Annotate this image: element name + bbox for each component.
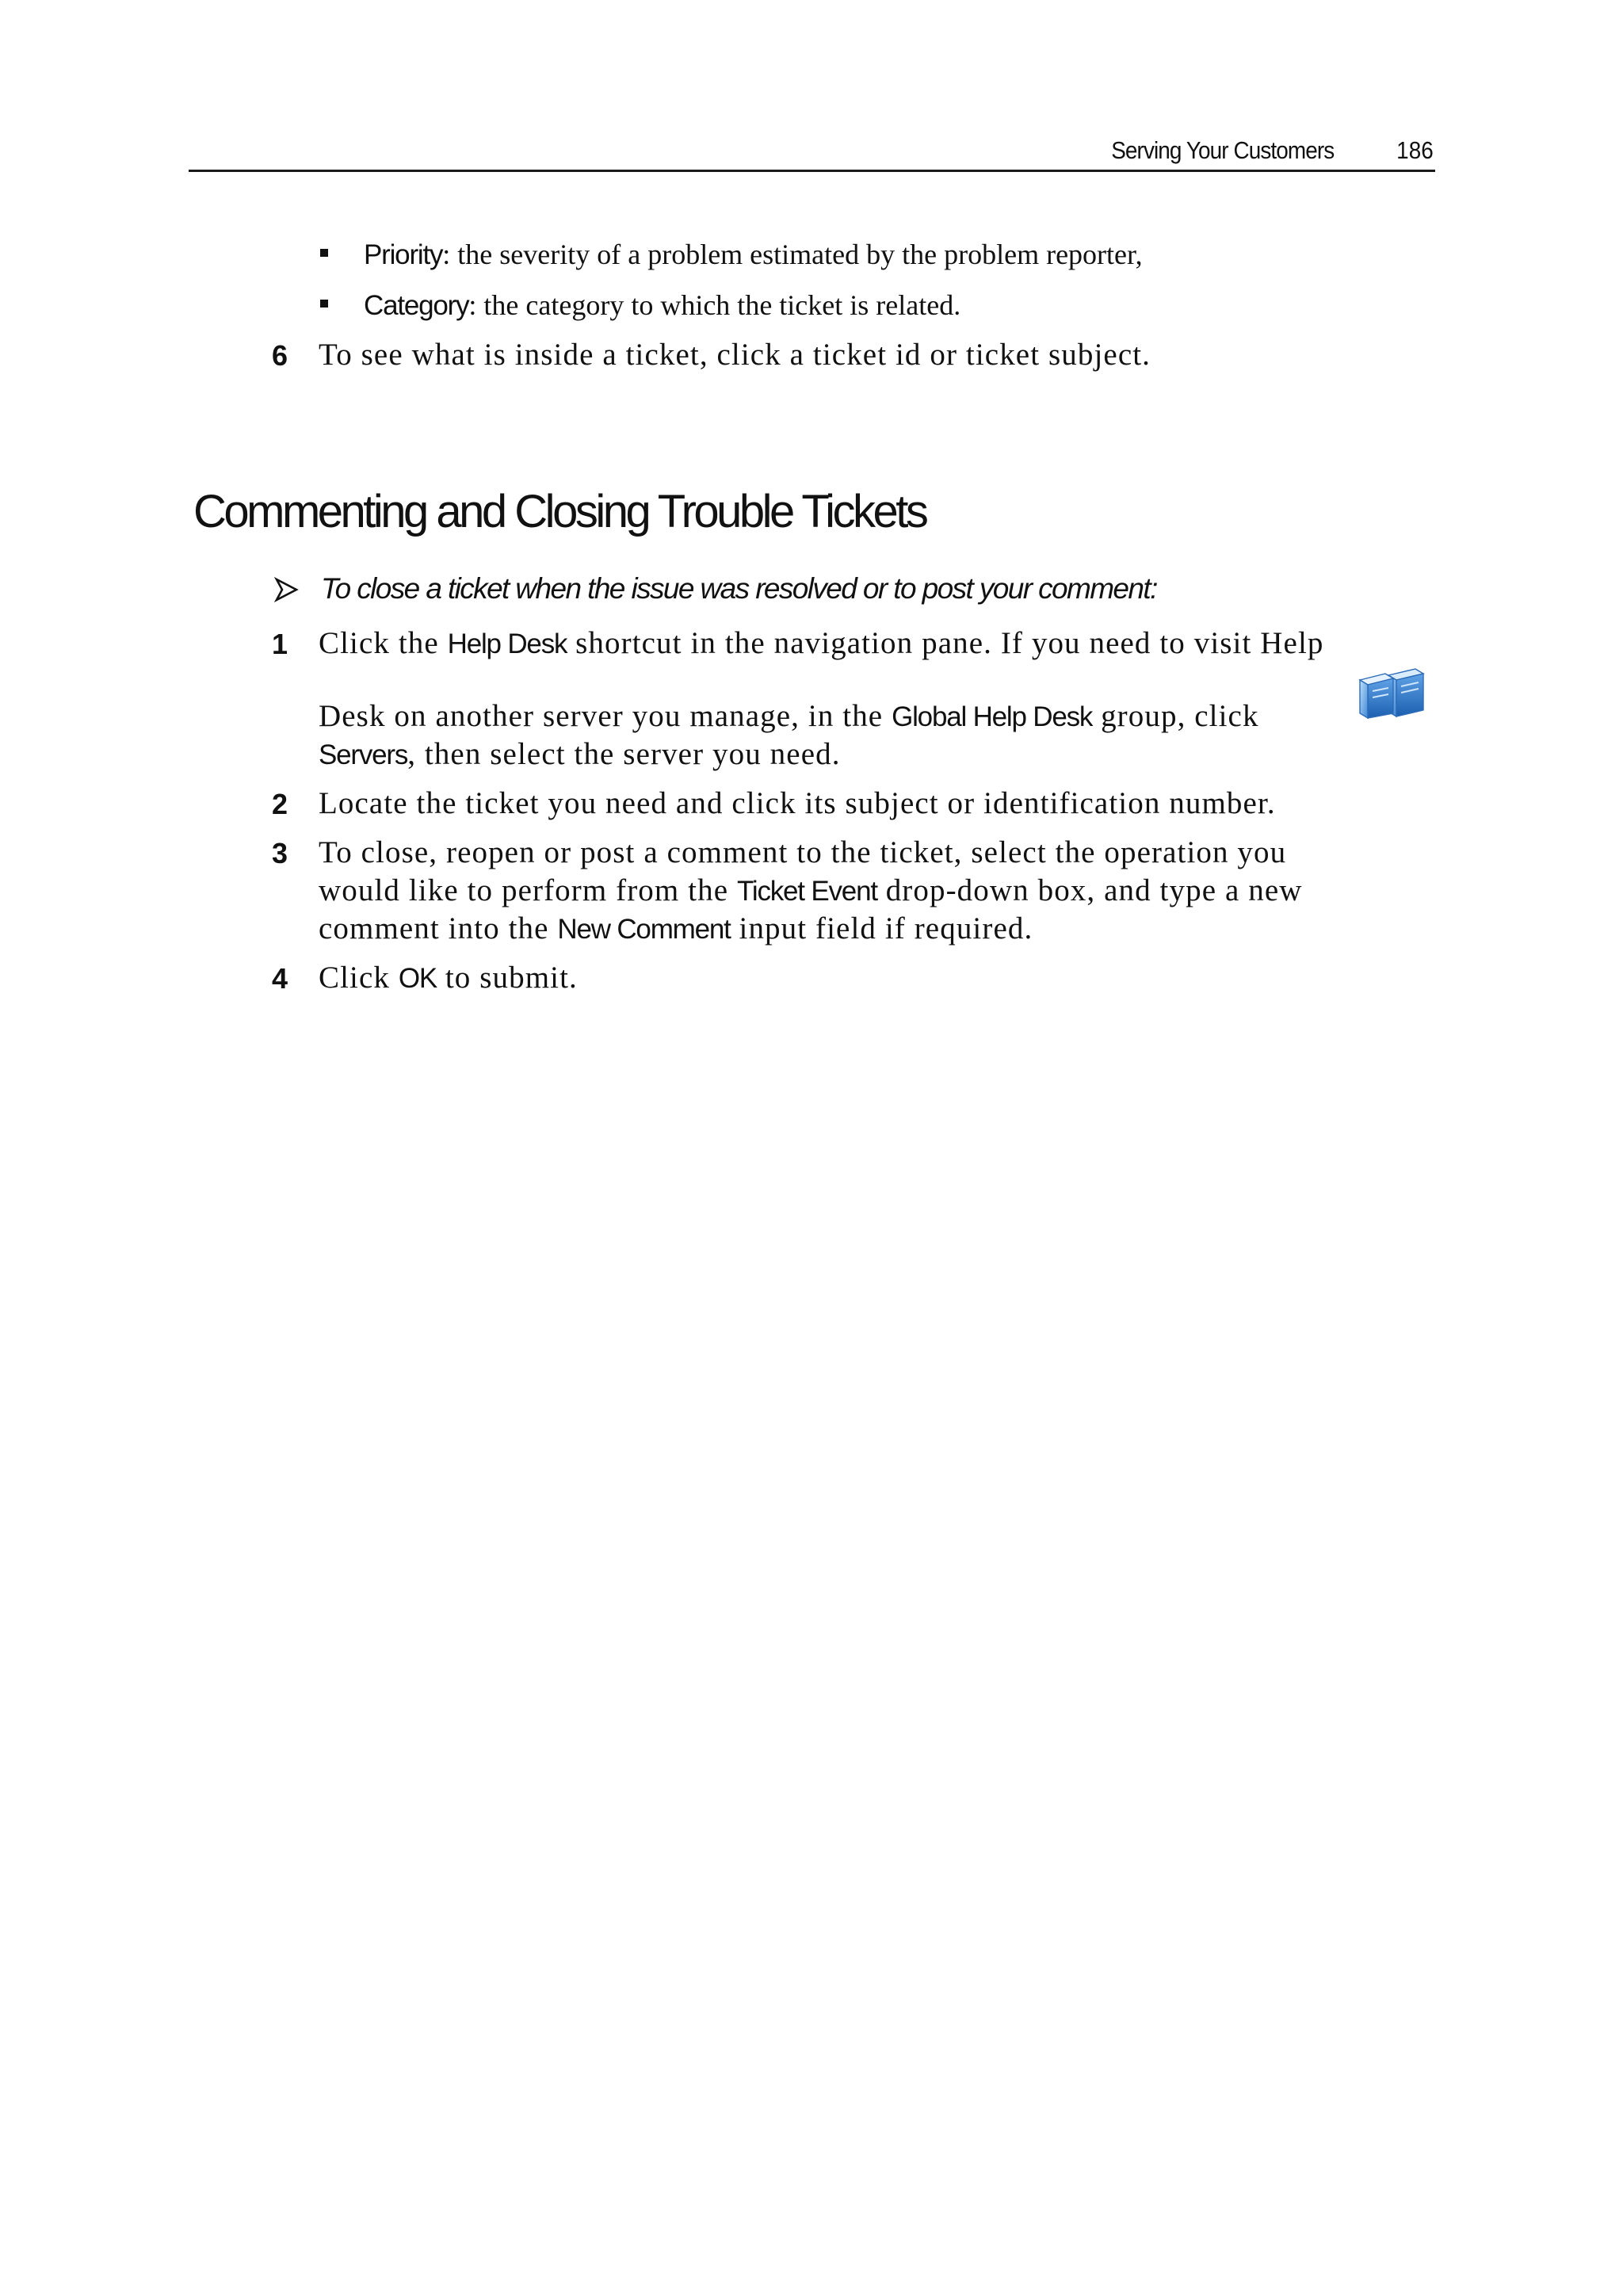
step-3-line-1: To close, reopen or post a comment to the ticket, select the operation you [319,835,1287,869]
term-servers: Servers [319,739,408,770]
term-global-help-desk: Global Help Desk [892,701,1093,732]
page-number: 186 [1396,136,1434,164]
step-number-4: 4 [272,962,288,995]
term-priority: Priority [364,239,443,270]
page-header [189,133,1435,172]
step-3-line-3: comment into the New Comment input field if required. [319,911,1033,946]
term-category: Category [364,290,469,321]
step-1-line-3: Servers, then select the server you need. [319,737,841,771]
step-1-line-2: Desk on another server you manage, in the Global Help Desk group, click [319,699,1259,733]
step-number-1: 1 [272,628,288,660]
step-1-line-1: Click the Help Desk shortcut in the navigation pane. If you need to visit Help [319,626,1324,660]
term-new-comment: New Comment [557,914,731,945]
header-title: Serving Your Customers [1110,136,1334,164]
procedure-text: To close a ticket when the issue was resolved or to post your comment: [321,572,1157,605]
term-ok: OK [398,963,437,994]
step-number-3: 3 [272,837,288,869]
section-heading: Commenting and Closing Trouble Tickets [193,486,926,537]
square-bullet-icon [320,300,328,308]
step-2-text: Locate the ticket you need and click its subject or identification number. [319,786,1276,820]
square-bullet-icon [320,249,328,257]
servers-icon [1357,667,1425,720]
term-help-desk: Help Desk [447,628,567,659]
bullet-priority-text: : the severity of a problem estimated by the problem reporter, [442,239,1143,270]
arrow-bullet-icon [273,577,299,602]
step-number-6: 6 [272,339,288,372]
step-4-text: Click OK to submit. [319,961,578,995]
term-ticket-event: Ticket Event [736,876,877,907]
step-6-text: To see what is inside a ticket, click a ticket id or ticket subject. [319,338,1151,372]
bullet-category-text: : the category to which the ticket is related. [468,289,961,321]
step-number-2: 2 [272,788,288,820]
step-3-line-2: would like to perform from the Ticket Event drop-down box, and type a new [319,873,1303,907]
